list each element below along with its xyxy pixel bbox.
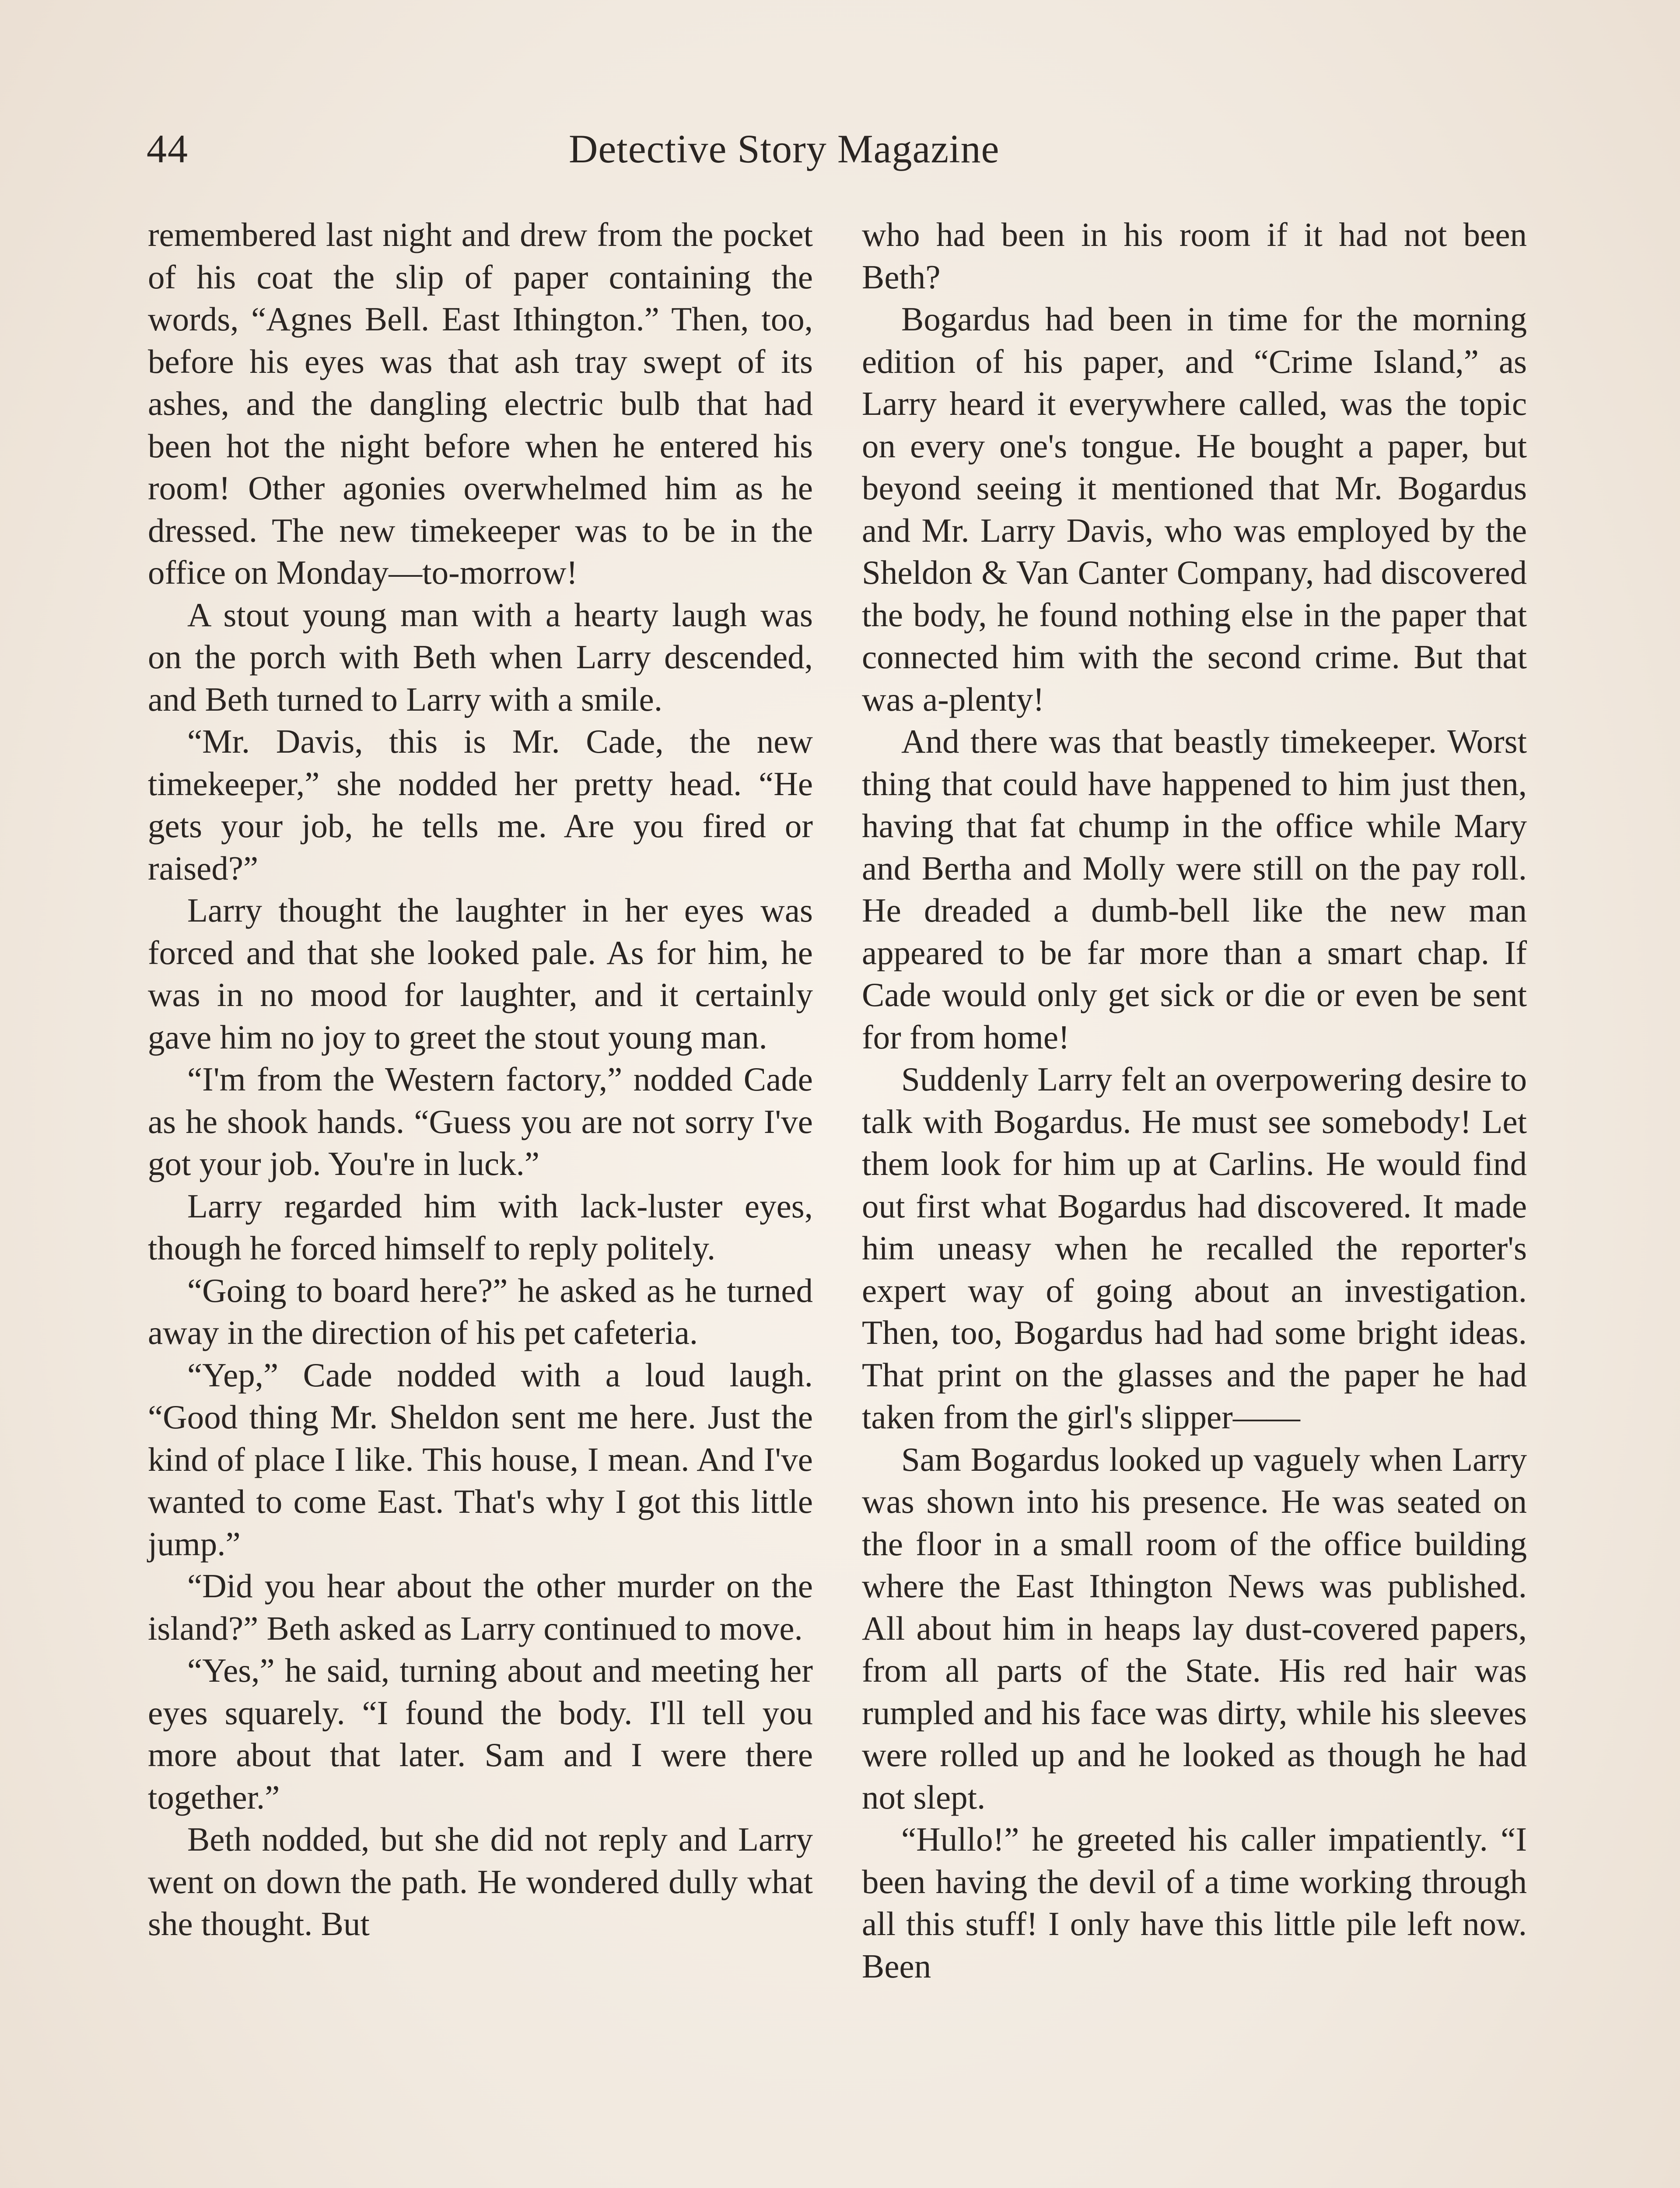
paragraph: “Hullo!” he greeted his caller impatiently. “I been having the devil of a time working through all this stuff! I only have this little pile left now. Been <box>862 1820 1527 1985</box>
left-column <box>148 214 813 1945</box>
paragraph: Larry thought the laughter in her eyes was forced and that she looked pale. As for him, he was in no mood for laughter, and it certainly gave him no joy to greet the stout young man. <box>148 891 813 1056</box>
right-column <box>862 214 1527 1987</box>
paragraph: “Mr. Davis, this is Mr. Cade, the new timekeeper,” she nodded her pretty head. “He gets your job, he tells me. Are you fired or raised?” <box>148 722 813 887</box>
paragraph: who had been in his room if it had not been Beth? <box>862 216 1527 296</box>
paragraph: “Going to board here?” he asked as he turned away in the direction of his pet cafeteria. <box>148 1271 813 1351</box>
paragraph: A stout young man with a hearty laugh was on the porch with Beth when Larry descended, and Beth turned to Larry with a smile. <box>148 596 813 718</box>
paragraph: “I'm from the Western factory,” nodded Cade as he shook hands. “Guess you are not sorry I've got your job. You're in luck.” <box>148 1060 813 1182</box>
running-head: Detective Story Magazine <box>569 126 1000 171</box>
paragraph: “Did you hear about the other murder on the island?” Beth asked as Larry continued to move. <box>148 1567 813 1647</box>
paragraph: Larry regarded him with lack-luster eyes, though he forced himself to reply politely. <box>148 1187 813 1267</box>
paragraph: Sam Bogardus looked up vaguely when Larry was shown into his presence. He was seated on the floor in a small room of the office building where the East Ithington News was published. All about him in heaps lay dust-covered papers, from all parts of the State. His red hair was rumpled and his face was dirty, while his sleeves were rolled up and he looked as though he had not slept. <box>862 1440 1527 1816</box>
paragraph: remembered last night and drew from the pocket of his coat the slip of paper containing the words, “Agnes Bell. East Ithington.” Then, too, before his eyes was that ash tray swept of its ashes, and the dangling electric bulb that had been hot the night before when he entered his room! Other agonies overwhelmed him as he dressed. The new timekeeper was to be in the office on Monday—to-morrow! <box>148 216 813 591</box>
paragraph: Suddenly Larry felt an overpowering desire to talk with Bogardus. He must see somebody! Let them look for him up at Carlins. He would find out first what Bogardus had discovered. It made him uneasy when he recalled the reporter's expert way of going about an investigation. Then, too, Bogardus had had some bright ideas. That print on the glasses and the paper he had taken from the girl's slipper—— <box>862 1060 1527 1436</box>
paragraph: “Yes,” he said, turning about and meeting her eyes squarely. “I found the body. I'll tell you more about that later. Sam and I were there together.” <box>148 1652 813 1816</box>
paragraph: Bogardus had been in time for the morning edition of his paper, and “Crime Island,” as Larry heard it everywhere called, was the topic on every one's tongue. He bought a paper, but beyond seeing it mentioned that Mr. Bogardus and Mr. Larry Davis, who was employed by the Sheldon & Van Canter Company, had discovered the body, he found nothing else in the paper that connected him with the second crime. But that was a-plenty! <box>862 300 1527 718</box>
page-number: 44 <box>147 126 189 171</box>
paragraph: “Yep,” Cade nodded with a loud laugh. “Good thing Mr. Sheldon sent me here. Just the kind of place I like. This house, I mean. And I've wanted to come East. That's why I got this little jump.” <box>148 1356 813 1563</box>
paragraph: And there was that beastly timekeeper. Worst thing that could have happened to him just then, having that fat chump in the office while Mary and Bertha and Molly were still on the pay roll. He dreaded a dumb-bell like the new man appeared to be far more than a smart chap. If Cade would only get sick or die or even be sent for from home! <box>862 722 1527 1056</box>
paragraph: Beth nodded, but she did not reply and Larry went on down the path. He wondered dully what she thought. But <box>148 1820 813 1943</box>
